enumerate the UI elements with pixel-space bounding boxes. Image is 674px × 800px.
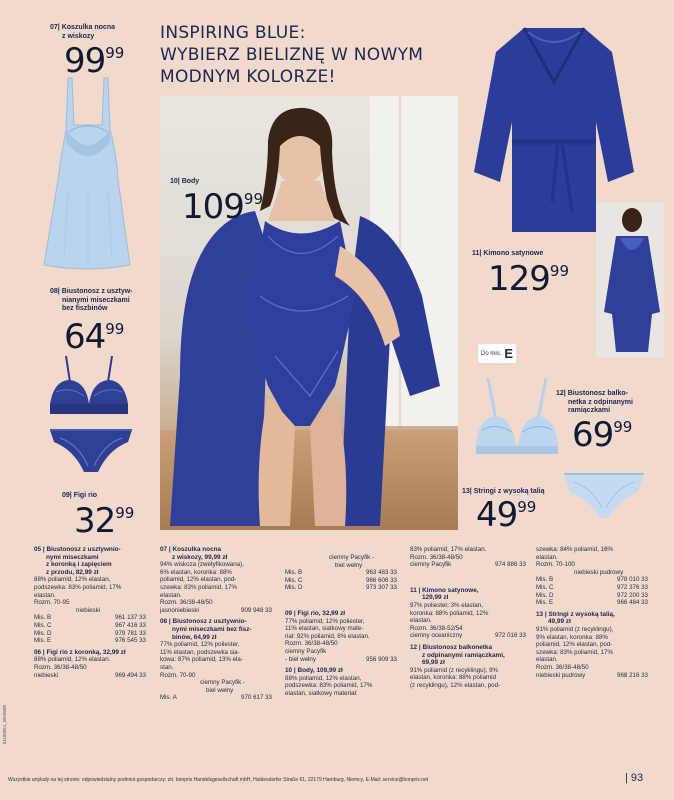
detail-heading: nymi miseczkami bbox=[46, 553, 99, 561]
size-row: Mis. A 970 617 33 bbox=[160, 694, 272, 702]
detail-heading: 12 | Biustonosz balkonetka bbox=[410, 643, 493, 651]
product-12-price bbox=[572, 415, 633, 455]
price-cents: 99 bbox=[613, 418, 633, 436]
size-row: Mis. C 966 606 33 bbox=[285, 576, 397, 584]
product-10-label: 10| Body bbox=[170, 178, 200, 185]
price-main: 99 bbox=[64, 41, 106, 81]
detail-line: 11% elastan, siatkowy mate- bbox=[285, 625, 364, 633]
detail-line: stan. bbox=[160, 663, 174, 671]
detail-line: 11% elastan, podszewka sia- bbox=[160, 648, 240, 656]
detail-heading: 05 | Biustonosz z usztywnio- bbox=[34, 546, 121, 553]
product-12-label: 12| Biustonosz balko- netka z odpinanymi ramiączkami bbox=[556, 390, 666, 416]
detail-line: 91% poliamid (z recyklingu), bbox=[536, 625, 614, 633]
detail-line: 94% wiskoza (zwetyfikowana), bbox=[160, 561, 244, 569]
product-08-price bbox=[64, 317, 125, 357]
thong-image bbox=[562, 470, 646, 522]
detail-line: elastan, siatkowy materiał: bbox=[285, 689, 358, 697]
price-main: 69 bbox=[572, 415, 614, 455]
detail-line: elastan. bbox=[536, 656, 558, 664]
detail-line: (z recyklingu), 12% elastan, pod- bbox=[410, 681, 501, 689]
product-name-line: Biustonosz balko- bbox=[567, 390, 628, 397]
size-row: Mis. B 961 137 33 bbox=[34, 614, 146, 622]
detail-heading: z wiskozy, 99,99 zł bbox=[172, 553, 228, 561]
product-name-line: Kimono satynowe bbox=[483, 250, 544, 257]
details-column-1 bbox=[34, 546, 146, 679]
size-row: niebieski pudrowy 968 216 33 bbox=[536, 671, 648, 679]
detail-heading: 69,99 zł bbox=[422, 659, 445, 667]
detail-line: riał: 92% poliamid, 8% elastan. bbox=[285, 632, 370, 640]
size-row: Mis. C 972 376 33 bbox=[536, 583, 648, 591]
detail-line: elastan. bbox=[410, 617, 432, 625]
details-column-2 bbox=[160, 546, 272, 702]
page-number: | 93 bbox=[625, 772, 644, 784]
detail-heading: 49,99 zł bbox=[548, 618, 571, 626]
size-row: Mis. D 972 200 33 bbox=[536, 591, 648, 599]
detail-line: szewka: 83% poliamid, 17% bbox=[160, 583, 238, 591]
product-number: 11 bbox=[472, 250, 480, 257]
size-row: niebieski 969 494 33 bbox=[34, 671, 146, 679]
price-cents: 99 bbox=[105, 44, 125, 62]
detail-heading: 07 | Koszulka nocna bbox=[160, 546, 222, 553]
bra-image bbox=[46, 352, 132, 418]
detail-color-head: biel wełny bbox=[335, 561, 363, 569]
product-number: 07 bbox=[50, 24, 58, 31]
detail-line: Rozm. 36/38-48/50 bbox=[34, 663, 87, 671]
product-11-label: 11| Kimono satynowe bbox=[472, 250, 544, 257]
size-row: Mis. E 976 545 33 bbox=[34, 637, 146, 645]
detail-heading: 129,99 zł bbox=[422, 594, 449, 602]
detail-line: szewka: 83% poliamid, 17% bbox=[536, 648, 614, 656]
detail-line: Rozm. 36/38-48/50 bbox=[160, 599, 213, 607]
detail-line: Rozm. 36/38-52/54 bbox=[410, 624, 463, 632]
headline-line-1: INSPIRING BLUE: bbox=[160, 23, 306, 43]
product-number: 10 bbox=[170, 178, 178, 185]
detail-heading: z koronką i zapięciem bbox=[46, 561, 112, 569]
price-main: 64 bbox=[64, 317, 106, 357]
product-name-line: nianymi miseczkami bbox=[62, 296, 130, 304]
price-main: 129 bbox=[488, 259, 550, 299]
detail-line: 88% poliamid, 12% elastan. bbox=[34, 656, 111, 664]
headline-line-2: WYBIERZ BIELIZNĘ W NOWYM bbox=[160, 45, 424, 65]
headline bbox=[160, 22, 490, 88]
detail-line: 97% poliester, 3% elastan, bbox=[410, 601, 483, 609]
product-name-line: bez fiszbinów bbox=[62, 305, 108, 312]
detail-line: Rozm. 70-100 bbox=[536, 561, 575, 569]
product-name-line: Figi rio bbox=[73, 492, 98, 499]
size-row: - biel wełny 956 909 33 bbox=[285, 655, 397, 663]
detail-line: 77% poliamid, 12% poliester, bbox=[285, 617, 365, 625]
product-13-price bbox=[476, 495, 537, 535]
briefs-image bbox=[48, 426, 134, 476]
detail-color-head: niebieski bbox=[76, 606, 101, 614]
product-number: 09 bbox=[62, 492, 70, 499]
detail-color-head: ciemny Pacyfik - bbox=[329, 554, 375, 561]
price-cents: 99 bbox=[243, 190, 263, 208]
detail-line: elastan. bbox=[536, 553, 558, 561]
detail-color-head: ciemny Pacyfik - bbox=[200, 679, 246, 687]
detail-line: 77% poliamid, 12% poliester, bbox=[160, 641, 240, 649]
size-row: ciemny oceaniczny 972 016 33 bbox=[410, 632, 526, 640]
product-name-line: netka z odpinanymi bbox=[568, 398, 633, 406]
price-cents: 99 bbox=[517, 498, 537, 516]
detail-line: kowa: 87% poliamid, 13% ela- bbox=[160, 656, 243, 664]
product-09-price bbox=[74, 501, 135, 541]
detail-line: poliamid, 12% elastan, pod- bbox=[160, 576, 237, 584]
detail-heading: 09 | Figi rio, 32,99 zł bbox=[285, 609, 346, 617]
detail-line: koronka: 88% poliamid, 12% bbox=[410, 609, 489, 617]
detail-line: Rozm. 36/38-48/50 bbox=[410, 553, 463, 561]
size-row: Mis. C 967 416 33 bbox=[34, 621, 146, 629]
detail-line: Rozm. 36/38-48/50 bbox=[536, 663, 589, 671]
size-row: Mis. E 966 484 33 bbox=[536, 599, 648, 607]
size-row: Mis. B 978 010 33 bbox=[536, 576, 648, 584]
detail-line: 88% poliamid, 12% elastan, bbox=[285, 674, 362, 682]
size-row: Mis. D 973 307 33 bbox=[285, 584, 397, 592]
details-column-4 bbox=[410, 546, 526, 690]
detail-heading: 13 | Stringi z wysoką talią, bbox=[536, 610, 615, 618]
size-row: ciemny Pacyfik 974 886 33 bbox=[410, 561, 526, 569]
detail-line: Rozm. 70-95 bbox=[34, 599, 70, 607]
detail-line: ciemny Pacyfik bbox=[285, 647, 327, 655]
product-name-line: Body bbox=[181, 178, 200, 185]
detail-line: podszewka: 83% poliamid, 17% bbox=[285, 682, 373, 690]
price-cents: 99 bbox=[115, 504, 135, 522]
detail-color-head: niebieski pudrowy bbox=[574, 568, 624, 576]
size-row: Mis. D 979 781 33 bbox=[34, 629, 146, 637]
detail-line: 9% elastan, koronka: 88% bbox=[536, 633, 608, 641]
product-07-label: 07| Koszulka nocna z wiskozy bbox=[50, 24, 150, 41]
detail-heading: 11 | Kimono satynowe, bbox=[410, 586, 479, 594]
model-figure bbox=[160, 96, 458, 530]
nightgown-image bbox=[38, 70, 138, 275]
product-name-line: ramiączkami bbox=[568, 407, 611, 414]
detail-line: podszewka: 83% poliamid, 17% bbox=[34, 583, 122, 591]
product-name-line: Stringi z wysoką talią bbox=[473, 488, 545, 495]
product-name-line: z wiskozy bbox=[62, 32, 95, 40]
product-08-label: 08| Biustonosz z usztyw- nianymi miseczkami bez fiszbinów bbox=[50, 288, 150, 314]
detail-line: poliamid, 12% elastan, pod- bbox=[536, 641, 613, 649]
product-11-price bbox=[488, 259, 569, 299]
detail-line: 91% poliamid (z recyklingu), 9% bbox=[410, 666, 499, 674]
headline-line-3: MODNYM KOLORZE! bbox=[160, 67, 336, 87]
detail-line: elastan. bbox=[160, 591, 182, 599]
price-main: 109 bbox=[182, 187, 244, 227]
back-view-figure bbox=[596, 202, 664, 358]
product-13-label: 13| Stringi z wysoką talią bbox=[462, 488, 545, 495]
size-row: Mis. B 963 483 33 bbox=[285, 569, 397, 577]
detail-line: 83% poliamid, 17% elastan. bbox=[410, 546, 487, 553]
product-09-label: 09| Figi rio bbox=[62, 492, 98, 499]
product-name-line: Biustonosz z usztyw- bbox=[61, 288, 133, 295]
product-number: 08 bbox=[50, 288, 58, 295]
detail-heading: nymi miseczkami bez fisz- bbox=[172, 625, 252, 633]
price-main: 49 bbox=[476, 495, 518, 535]
detail-heading: binów, 64,99 zł bbox=[172, 633, 217, 641]
footer-legal: Wszystkie artykuły na tej stronie: odpowiedzialny podmiot gospodarczy: ztr. bonprix Handelsgesellschaft mbH, Haldesdorfer Straße 61, 22179 Hamburg, Niemcy, E-Mail: service@bonprix.net bbox=[8, 777, 429, 783]
price-cents: 99 bbox=[549, 262, 569, 280]
side-code: 01188051_WA8000 bbox=[2, 705, 7, 745]
detail-heading: 08 | Biustonosz z usztywnio- bbox=[160, 618, 247, 626]
product-10-price bbox=[182, 187, 263, 227]
detail-line: elastan, koronka: 88% poliamid bbox=[410, 674, 496, 682]
product-name-line: Koszulka nocna bbox=[61, 24, 115, 31]
details-column-5 bbox=[536, 546, 648, 679]
details-column-3 bbox=[285, 554, 397, 698]
detail-line: elastan. bbox=[34, 591, 56, 599]
price-cents: 99 bbox=[105, 320, 125, 338]
detail-line: Rozm. 36/38-48/50 bbox=[285, 640, 338, 648]
detail-line: 88% poliamid, 12% elastan, bbox=[34, 576, 111, 584]
detail-line: szewka: 84% poliamid, 16% bbox=[536, 546, 614, 553]
detail-line: 6% elastan, koronka: 88% bbox=[160, 568, 232, 576]
detail-line: Rozm. 70-90 bbox=[160, 671, 196, 679]
detail-heading: 10 | Body, 109,99 zł bbox=[285, 667, 343, 675]
product-number: 13 bbox=[462, 488, 470, 495]
detail-heading: 06 | Figi rio z koronką, 32,99 zł bbox=[34, 648, 126, 656]
detail-color-head: biel wełny bbox=[206, 686, 234, 694]
size-row: jasnoniebieski 909 948 33 bbox=[160, 606, 272, 614]
balconette-bra-image bbox=[472, 368, 562, 458]
product-number: 12 bbox=[556, 390, 564, 397]
badge-label: Do mis. bbox=[481, 350, 502, 357]
detail-heading: z przodu, 82,99 zł bbox=[46, 568, 99, 576]
cup-size-badge bbox=[478, 344, 516, 363]
detail-heading: z odpinanymi ramiączkami, bbox=[422, 651, 505, 659]
badge-letter: E bbox=[504, 346, 514, 361]
price-main: 32 bbox=[74, 501, 116, 541]
